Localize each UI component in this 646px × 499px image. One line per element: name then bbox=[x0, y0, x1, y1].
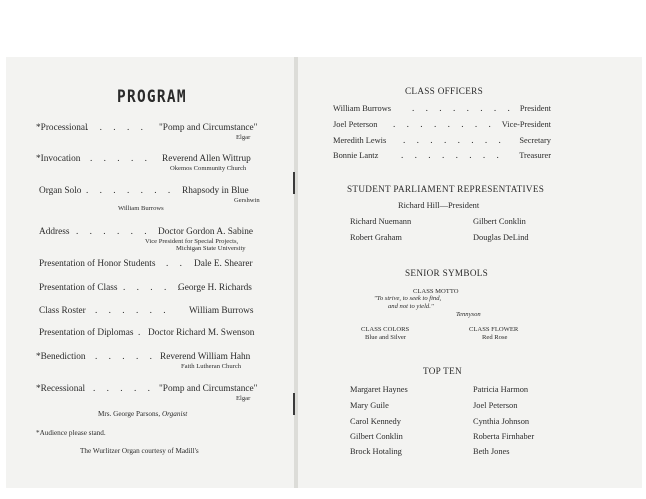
colors-label: CLASS COLORS bbox=[361, 326, 410, 333]
program-item-performer: Dale E. Shearer bbox=[194, 259, 253, 269]
program-item-label: Address bbox=[39, 227, 70, 237]
officer-name: Meredith Lewis bbox=[333, 136, 387, 145]
top-ten-name: Patricia Harmon bbox=[473, 385, 529, 394]
parliament-member: Gilbert Conklin bbox=[473, 217, 526, 226]
parliament-member: Richard Nuemann bbox=[350, 217, 412, 226]
program-item-performer: William Burrows bbox=[189, 306, 254, 316]
top-ten-name: Cynthia Johnson bbox=[473, 417, 530, 426]
leader-dots: . . . . . bbox=[123, 283, 185, 293]
program-item-note: Vice President for Special Projects, bbox=[145, 238, 239, 245]
leader-dots: . . . . . bbox=[86, 123, 148, 133]
officer-title: Secretary bbox=[519, 136, 551, 145]
program-item-label: Class Roster bbox=[39, 306, 86, 316]
top-ten-name: Carol Kennedy bbox=[350, 417, 401, 426]
leader-dots: . . . . . bbox=[95, 352, 157, 362]
program-item-performer: "Pomp and Circumstance" bbox=[159, 123, 258, 133]
top-ten-name: Roberta Firnhaber bbox=[473, 432, 535, 441]
top-ten-name: Margaret Haynes bbox=[350, 385, 408, 394]
top-ten-heading: TOP TEN bbox=[423, 366, 462, 376]
class-officers-heading: CLASS OFFICERS bbox=[405, 86, 483, 96]
leader-dots: . . . . . . . . bbox=[412, 104, 515, 114]
program-item-label: *Recessional bbox=[36, 384, 86, 394]
organist-credit: Mrs. George Parsons, Organist bbox=[98, 410, 188, 418]
motto-text: "To strive, to seek to find, bbox=[374, 295, 442, 302]
officer-title: Vice-President bbox=[501, 120, 551, 129]
organ-credit: The Wurlitzer Organ courtesy of Madill's bbox=[80, 447, 199, 455]
parliament-member: Douglas DeLind bbox=[473, 233, 529, 242]
booklet-spine bbox=[294, 57, 298, 488]
motto-label: CLASS MOTTO bbox=[413, 288, 459, 295]
program-item-performer-name: William Burrows bbox=[118, 205, 164, 212]
top-ten-name: Brock Hotaling bbox=[350, 447, 402, 456]
flower-label: CLASS FLOWER bbox=[469, 326, 519, 333]
program-item-performer: Reverend Allen Wittrup bbox=[162, 154, 251, 164]
program-item-label: Presentation of Honor Students bbox=[39, 259, 156, 269]
officer-name: Bonnie Lantz bbox=[333, 151, 379, 160]
leader-dots: . . . . . . . . bbox=[393, 120, 496, 130]
parliament-president: Richard Hill—President bbox=[398, 201, 480, 210]
program-item-label: Presentation of Class bbox=[39, 283, 118, 293]
staple-mark bbox=[293, 172, 298, 194]
left-page bbox=[6, 57, 294, 488]
leader-dots: . . . . . bbox=[93, 384, 155, 394]
top-ten-name: Beth Jones bbox=[473, 447, 510, 456]
leader-dots: . . . . . . bbox=[76, 227, 152, 237]
program-title: PROGRAM bbox=[117, 87, 187, 107]
program-item-performer: Doctor Richard M. Swenson bbox=[148, 328, 255, 338]
motto-author: Tennyson bbox=[456, 311, 481, 318]
program-item-label: Organ Solo bbox=[39, 186, 82, 196]
flower-value: Red Rose bbox=[482, 334, 508, 341]
program-item-performer: Rhapsody in Blue bbox=[182, 186, 249, 196]
top-ten-name: Joel Peterson bbox=[473, 401, 518, 410]
motto-text: and not to yield." bbox=[388, 303, 434, 310]
program-item-label: *Benediction bbox=[36, 352, 86, 362]
program-item-performer: "Pomp and Circumstance" bbox=[159, 384, 258, 394]
leader-dots: . . . . . bbox=[90, 154, 152, 164]
leader-dots: . . . . . . . . bbox=[401, 151, 504, 161]
symbols-heading: SENIOR SYMBOLS bbox=[405, 268, 489, 278]
leader-dots: . . . . . . . . bbox=[403, 136, 506, 146]
program-item-note: Michigan State University bbox=[176, 245, 246, 252]
leader-dots: . . . . . . bbox=[95, 306, 171, 316]
officer-name: Joel Peterson bbox=[333, 120, 378, 129]
program-item-note: Elgar bbox=[236, 395, 251, 402]
program-item-performer: Doctor Gordon A. Sabine bbox=[158, 227, 254, 237]
staple-mark bbox=[293, 393, 298, 415]
leader-dots: . . bbox=[166, 259, 187, 269]
program-item-note: Faith Lutheran Church bbox=[181, 363, 242, 370]
officer-name: William Burrows bbox=[333, 104, 392, 113]
program-item-label: *Processional bbox=[36, 123, 88, 133]
leader-dots: . . . . . . . bbox=[86, 186, 175, 196]
program-item-label: Presentation of Diplomas bbox=[39, 328, 134, 338]
program-item-note: Okemos Community Church bbox=[170, 165, 247, 172]
program-item-performer: Reverend William Hahn bbox=[160, 352, 251, 362]
top-ten-name: Mary Guile bbox=[350, 401, 389, 410]
program-item-performer: George H. Richards bbox=[178, 283, 252, 293]
officer-title: President bbox=[519, 104, 551, 113]
audience-note: *Audience please stand. bbox=[36, 429, 106, 437]
colors-value: Blue and Silver bbox=[365, 334, 407, 341]
officer-title: Treasurer bbox=[519, 151, 551, 160]
program-item-note: Elgar bbox=[236, 134, 251, 141]
leader-dots: . bbox=[138, 328, 145, 338]
parliament-member: Robert Graham bbox=[350, 233, 402, 242]
program-item-label: *Invocation bbox=[36, 154, 81, 164]
top-ten-name: Gilbert Conklin bbox=[350, 432, 403, 441]
program-item-note: Gershwin bbox=[234, 197, 260, 204]
parliament-heading: STUDENT PARLIAMENT REPRESENTATIVES bbox=[347, 184, 545, 194]
